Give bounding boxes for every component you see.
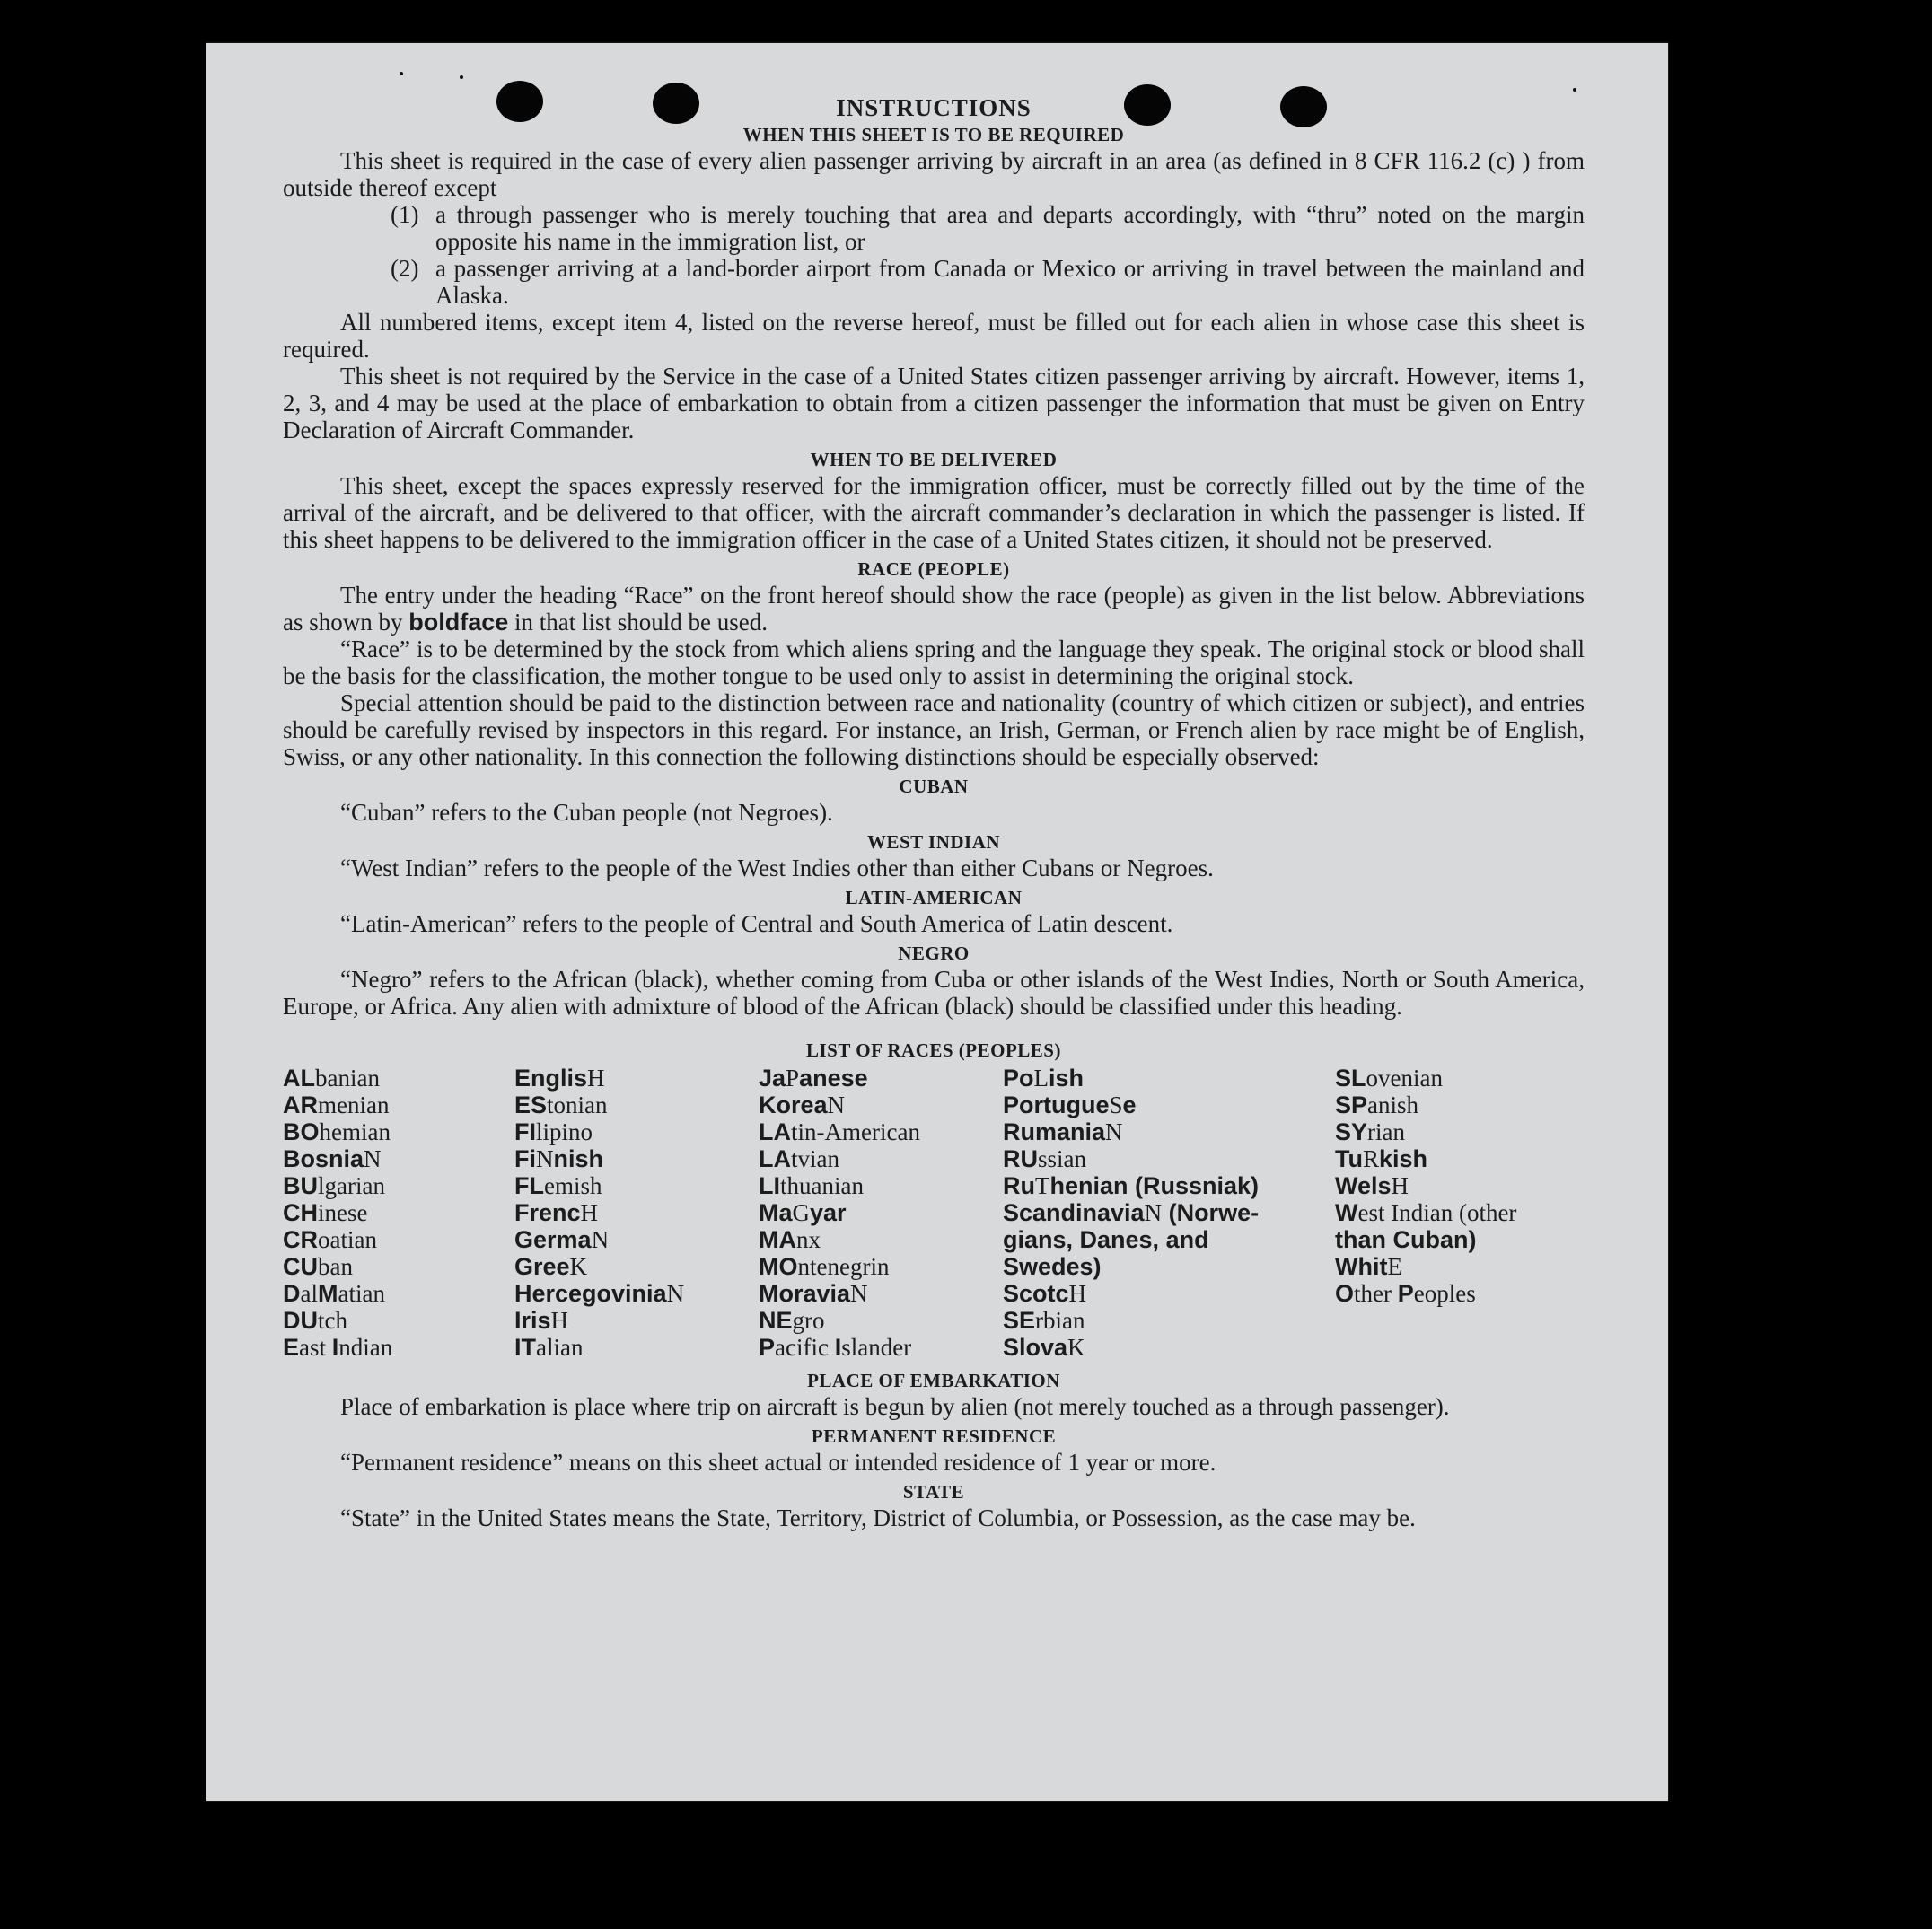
races-column [283, 1065, 514, 1361]
race-entry: SYrian [1335, 1118, 1406, 1145]
race-entry: RuThenian (Russniak) [1003, 1172, 1260, 1199]
paragraph: “Cuban” refers to the Cuban people (not Negroes). [340, 799, 833, 826]
scan-speck [1573, 88, 1576, 92]
race-entry: SPanish [1335, 1092, 1419, 1118]
item-text: a through passenger who is merely touching that area and departs accordingly, with “thru” noted on the margin opposite his name in the immigration list, or [435, 201, 1585, 255]
races-list [283, 1065, 1585, 1361]
race-entry: CHinese [283, 1199, 368, 1226]
race-entry: HercegoviniaN [514, 1280, 685, 1307]
list-item [391, 201, 1585, 255]
section-heading: CUBAN [899, 776, 969, 797]
races-column [514, 1065, 759, 1361]
boldface-word: boldface [408, 609, 509, 636]
race-entry: FLemish [514, 1172, 602, 1199]
race-entry: SlovaK [1003, 1334, 1085, 1361]
race-entry: Other Peoples [1335, 1280, 1476, 1307]
paragraph: This sheet is required in the case of every alien passenger arriving by aircraft in an area (as defined in 8 CFR 116.2 (c) ) from outside thereof except [283, 147, 1585, 201]
race-entry: DUtch [283, 1307, 347, 1334]
race-entry: DalMatian [283, 1280, 385, 1307]
race-entry: TuRkish [1335, 1145, 1428, 1172]
race-entry: BOhemian [283, 1118, 391, 1145]
race-entry: SLovenian [1335, 1065, 1443, 1092]
section-heading: RACE (PEOPLE) [857, 558, 1010, 580]
race-entry: PoLish [1003, 1065, 1085, 1092]
paragraph: Place of embarkation is place where trip on aircraft is begun by alien (not merely touched as a through passenger). [340, 1393, 1450, 1420]
section-heading: WHEN TO BE DELIVERED [810, 449, 1058, 470]
races-column [759, 1065, 1003, 1361]
paragraph: “West Indian” refers to the people of the West Indies other than either Cubans or Negroes. [340, 855, 1214, 881]
races-column [1003, 1065, 1335, 1361]
race-entry: LAtvian [759, 1145, 839, 1172]
instructions-text [283, 93, 1585, 1531]
race-entry: gians, Danes, and [1003, 1226, 1209, 1253]
race-entry: GreeK [514, 1253, 588, 1280]
section-heading: WHEN THIS SHEET IS TO BE REQUIRED [742, 124, 1125, 145]
race-entry: WelsH [1335, 1172, 1409, 1199]
race-entry: than Cuban) [1335, 1226, 1477, 1253]
item-number: (1) [391, 201, 419, 228]
paragraph: “Permanent residence” means on this sheet actual or intended residence of 1 year or more. [340, 1449, 1216, 1476]
race-entry: WhitE [1335, 1253, 1402, 1280]
race-entry: CRoatian [283, 1226, 377, 1253]
section-heading: STATE [902, 1481, 965, 1503]
race-entry: Swedes) [1003, 1253, 1102, 1280]
races-column [1335, 1065, 1585, 1361]
item-text: a passenger arriving at a land-border airport from Canada or Mexico or arriving in travel between the mainland and Alaska. [435, 255, 1585, 309]
race-entry: ITalian [514, 1334, 584, 1361]
race-entry: BosniaN [283, 1145, 382, 1172]
race-entry: EStonian [514, 1092, 608, 1118]
paragraph: Special attention should be paid to the distinction between race and nationality (country of which citizen or subject), and entries should be carefully revised by inspectors in this regard. For instance, an Irish, German, or French alien by race might be of English, Swiss, or any other nationality. In this connection the following distinctions should be especially observed: [283, 689, 1585, 770]
race-entry: PortugueSe [1003, 1092, 1137, 1118]
paragraph: “Negro” refers to the African (black), whether coming from Cuba or other islands of the West Indies, North or South America, Europe, or Africa. Any alien with admixture of blood of the African (black) should be classified under this heading. [283, 966, 1585, 1020]
race-entry: Pacific Islander [759, 1334, 912, 1361]
race-entry: KoreaN [759, 1092, 846, 1118]
paragraph: This sheet, except the spaces expressly reserved for the immigration officer, must be correctly filled out by the time of the arrival of the aircraft, and be delivered to that officer, with the aircraft commander’s declaration in which the passenger is listed. If this sheet happens to be delivered to the immigration officer in the case of a United States citizen, it should not be preserved. [283, 472, 1585, 553]
race-entry: FiNnish [514, 1145, 604, 1172]
race-entry: FIlipino [514, 1118, 593, 1145]
race-entry: FrencH [514, 1199, 599, 1226]
section-heading: LATIN-AMERICAN [845, 887, 1023, 908]
scan-speck [460, 75, 463, 79]
race-entry: RUssian [1003, 1145, 1086, 1172]
scan-speck [400, 72, 403, 75]
race-entry: MOntenegrin [759, 1253, 890, 1280]
race-entry: EnglisH [514, 1065, 605, 1092]
race-entry: MoraviaN [759, 1280, 868, 1307]
race-entry: MAnx [759, 1226, 821, 1253]
section-heading: LIST OF RACES (PEOPLES) [806, 1039, 1061, 1061]
section-heading: NEGRO [898, 943, 970, 964]
paragraph: “State” in the United States means the State, Territory, District of Columbia, or Possession, as the case may be. [340, 1504, 1416, 1531]
list-item [391, 255, 1585, 309]
paragraph: This sheet is not required by the Service in the case of a United States citizen passenger arriving by aircraft. However, items 1, 2, 3, and 4 may be used at the place of embarkation to obtain from a citizen passenger the information that must be given on Entry Declaration of Aircraft Commander. [283, 363, 1585, 443]
race-entry: LIthuanian [759, 1172, 864, 1199]
text-run: The entry under the heading “Race” on the front hereof should show the race (people) as given in the list below. Abbreviations as shown by [283, 582, 1585, 636]
section-heading: PLACE OF EMBARKATION [807, 1370, 1060, 1391]
race-entry: RumaniaN [1003, 1118, 1123, 1145]
paragraph: All numbered items, except item 4, listed on the reverse hereof, must be filled out for each alien in whose case this sheet is required. [283, 309, 1585, 363]
paragraph [283, 582, 1585, 636]
paragraph: “Latin-American” refers to the people of Central and South America of Latin descent. [340, 910, 1173, 937]
race-entry: ALbanian [283, 1065, 380, 1092]
race-entry: LAtin-American [759, 1118, 920, 1145]
item-number: (2) [391, 255, 419, 282]
race-entry: GermaN [514, 1226, 610, 1253]
race-entry: MaGyar [759, 1199, 847, 1226]
race-entry: East Indian [283, 1334, 393, 1361]
paragraph: “Race” is to be determined by the stock from which aliens spring and the language they speak. The original stock or blood shall be the basis for the classification, the mother tongue to be used only to assist in determining the original stock. [283, 636, 1585, 689]
section-heading: PERMANENT RESIDENCE [811, 1425, 1057, 1447]
race-entry: CUban [283, 1253, 353, 1280]
race-entry: West Indian (other [1335, 1199, 1517, 1226]
section-heading: WEST INDIAN [866, 831, 1001, 853]
race-entry: ScandinaviaN (Norwe- [1003, 1199, 1260, 1226]
page-title: INSTRUCTIONS [836, 94, 1032, 121]
race-entry: ARmenian [283, 1092, 390, 1118]
text-run: in that list should be used. [514, 609, 768, 636]
race-entry: SErbian [1003, 1307, 1085, 1334]
race-entry: ScotcH [1003, 1280, 1087, 1307]
race-entry: NEgro [759, 1307, 825, 1334]
race-entry: IrisH [514, 1307, 569, 1334]
document-page [206, 43, 1668, 1801]
race-entry: JaPanese [759, 1065, 868, 1092]
race-entry: BUlgarian [283, 1172, 385, 1199]
